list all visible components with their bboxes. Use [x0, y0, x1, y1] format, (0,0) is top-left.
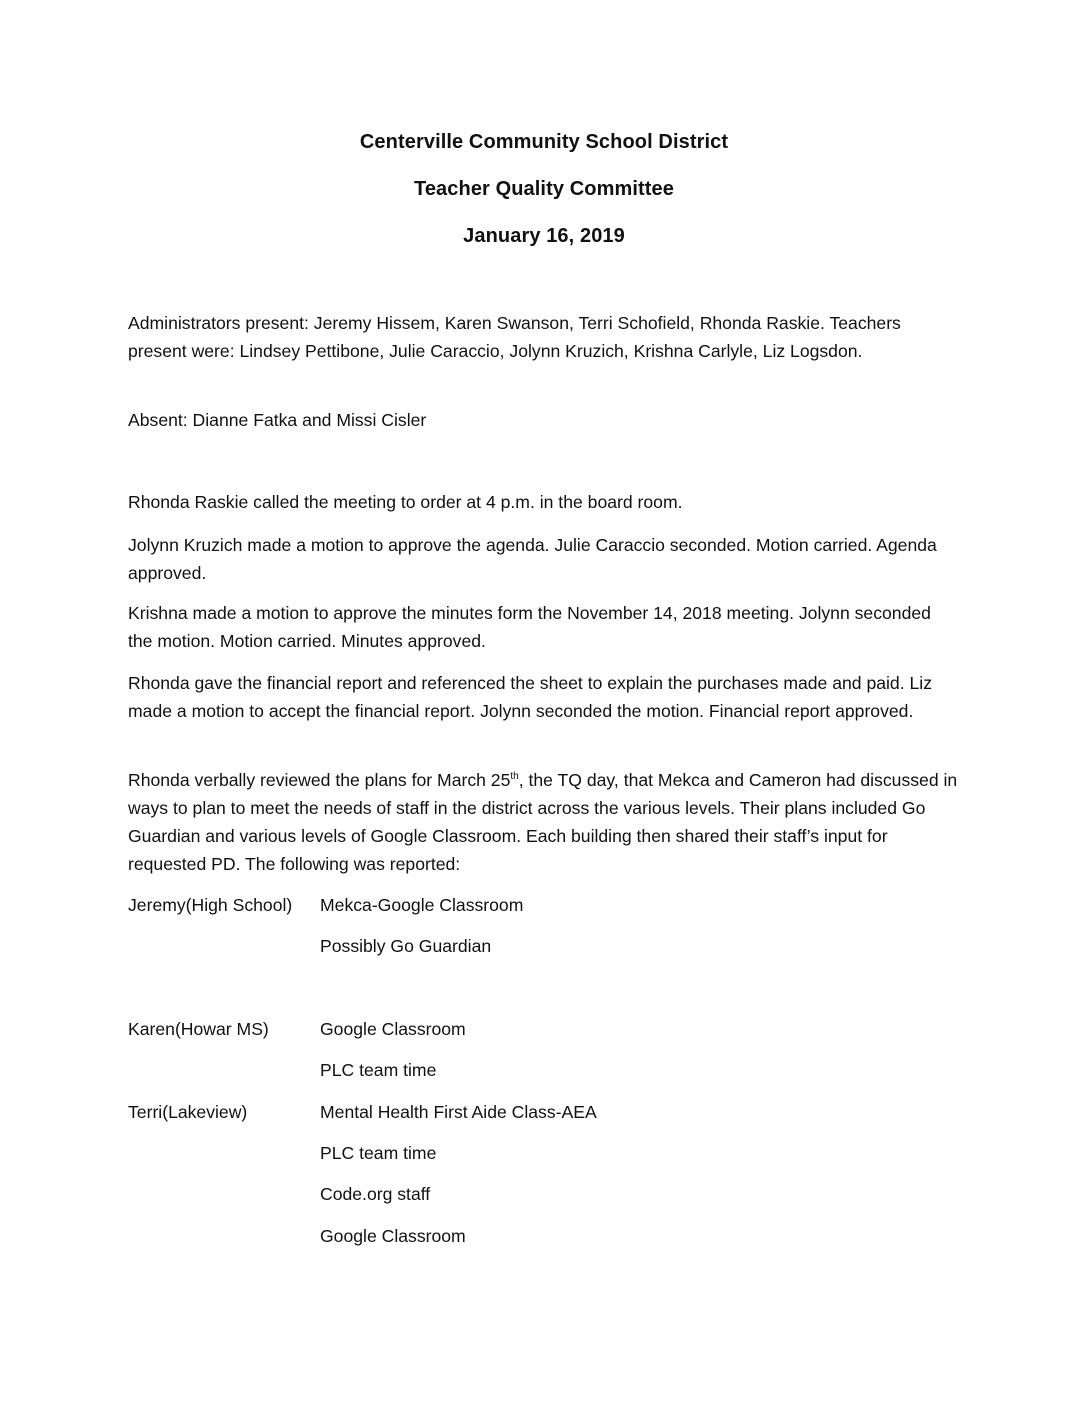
meeting-date: January 16, 2019 — [463, 225, 625, 247]
report-item: Code.org staff — [320, 1184, 431, 1204]
report-building-lakeview: Terri(Lakeview) — [128, 1102, 248, 1122]
report-item: Google Classroom — [320, 1226, 466, 1246]
report-item: PLC team time — [320, 1143, 437, 1163]
minutes-motion: Krishna made a motion to approve the minutes form the November 14, 2018 meeting. Jolynn seconded the motion. Motion carried. Minutes approved. — [128, 603, 931, 651]
report-item: Mental Health First Aide Class-AEA — [320, 1102, 597, 1122]
plans-review-start: Rhonda verbally reviewed the plans for March 25 — [128, 770, 511, 790]
report-item: Possibly Go Guardian — [320, 936, 492, 956]
report-item: Mekca-Google Classroom — [320, 895, 524, 915]
report-building-howar-ms: Karen(Howar MS) — [128, 1019, 269, 1039]
report-item: Google Classroom — [320, 1019, 466, 1039]
call-to-order: Rhonda Raskie called the meeting to order at 4 p.m. in the board room. — [128, 492, 683, 512]
committee-title: Teacher Quality Committee — [414, 178, 674, 200]
plans-review-superscript: th — [510, 771, 519, 783]
district-title: Centerville Community School District — [359, 131, 729, 153]
financial-report: Rhonda gave the financial report and referenced the sheet to explain the purchases made and paid. Liz made a motion to accept the financial report. Jolynn seconded the motion. Financial report approved. — [128, 673, 932, 721]
agenda-motion: Jolynn Kruzich made a motion to approve the agenda. Julie Caraccio seconded. Motion carried. Agenda approved. — [128, 535, 937, 583]
report-building-high-school: Jeremy(High School) — [128, 895, 293, 915]
absent-line: Absent: Dianne Fatka and Missi Cisler — [128, 410, 427, 430]
attendance-paragraph — [128, 309, 958, 365]
report-item: PLC team time — [320, 1060, 437, 1080]
plans-review — [128, 766, 958, 878]
document-header — [0, 128, 1088, 269]
administrators-present: Administrators present: Jeremy Hissem, Karen Swanson, Terri Schofield, Rhonda Raskie. — [128, 313, 825, 333]
teachers-present: Teachers present were: Lindsey Pettibone, Julie Caraccio, Jolynn Kruzich, Krishna Carlyle, Liz Logsdon. — [128, 313, 901, 361]
plans-review-end: , the TQ day, that Mekca and Cameron had discussed in ways to plan to meet the needs of staff in the district across the various levels. Their plans included Go Guardian and various levels of Google Classroom. Each building then shared their staff’s input for requested PD. The following was reported: — [128, 770, 958, 874]
